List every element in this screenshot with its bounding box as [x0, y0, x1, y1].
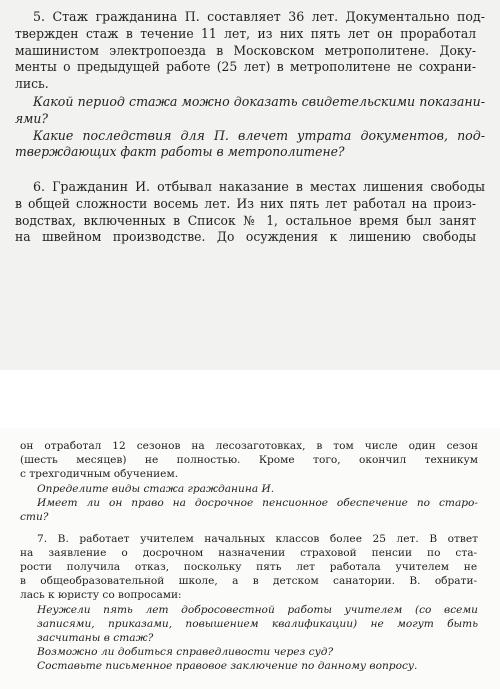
- question-line: Какие последствия для П. влечет утрата документов, под-: [33, 127, 485, 143]
- task-6-line: на швейном производстве. До осуждения к лишению свободы: [15, 229, 477, 245]
- task-6-continuation: [20, 439, 478, 481]
- task-7-questions: [37, 603, 478, 673]
- question-line: засчитаны в стаж?: [37, 632, 154, 645]
- task-6-line: 6. Гражданин И. отбывал наказание в местах лишения свободы: [33, 179, 485, 194]
- task-5-line: менты о предыдущей работе (25 лет) в метрополитене не сохрани-: [15, 59, 477, 75]
- continuation-line: (шесть месяцев) не полностью. Кроме того, окончил техникум: [20, 454, 478, 467]
- task-7: [20, 532, 478, 602]
- page-bottom-scan: [0, 428, 500, 689]
- question-line: сти?: [20, 511, 49, 524]
- question-line: Неужели пять лет добросовестной работы учителем (со всеми: [37, 604, 478, 616]
- task-6-line: в общей сложности восемь лет. Из них пять лет работал на произ-: [15, 195, 477, 211]
- task-5-questions: [15, 94, 485, 161]
- question-line: ями?: [15, 110, 49, 126]
- task-5-line: твержден стаж в течение 11 лет, из них пять лет он проработал: [15, 25, 477, 41]
- continuation-line: с трехгодичным обучением.: [20, 468, 179, 481]
- task-5-line: 5. Стаж гражданина П. составляет 36 лет. Документально под-: [33, 9, 485, 24]
- task-7-line: в общеобразовательной школе, а в детском санатории. В. обрати-: [20, 575, 478, 588]
- task-7-line: на заявление о досрочном назначении страховой пенсии по ста-: [20, 547, 478, 560]
- task-5-line: лись.: [15, 76, 49, 92]
- continuation-line: он отработал 12 сезонов на лесозаготовках, в том числе один сезон: [20, 440, 478, 452]
- question-line: Составьте письменное правовое заключение по данному вопросу.: [37, 660, 418, 673]
- question-line: тверждающих факт работы в метрополитене?: [15, 144, 345, 160]
- task-6-line: водствах, включенных в Список № 1, остальное время был занят: [15, 212, 477, 228]
- task-5: [15, 9, 485, 93]
- task-6: [15, 179, 485, 246]
- task-5-line: машинистом электропоезда в Московском метрополитене. Доку-: [15, 42, 477, 58]
- question-line: Определите виды стажа гражданина И.: [37, 483, 275, 495]
- task-7-line: лась к юристу со вопросами:: [20, 589, 182, 602]
- question-line: Какой период стажа можно доказать свидетельскими показани-: [33, 94, 485, 109]
- question-line: Имеет ли он право на досрочное пенсионное обеспечение по старо-: [37, 497, 478, 510]
- task-7-line: 7. В. работает учителем начальных классов более 25 лет. В ответ: [37, 533, 478, 545]
- question-line: записями, приказами, повышением квалификации) не могут быть: [37, 618, 478, 631]
- task-6-questions: [20, 482, 478, 524]
- task-7-line: рости получила отказ, поскольку пять лет работала учителем не: [20, 561, 478, 574]
- page-separator: [0, 370, 500, 428]
- question-line: Возможно ли добиться справедливости через суд?: [37, 646, 334, 659]
